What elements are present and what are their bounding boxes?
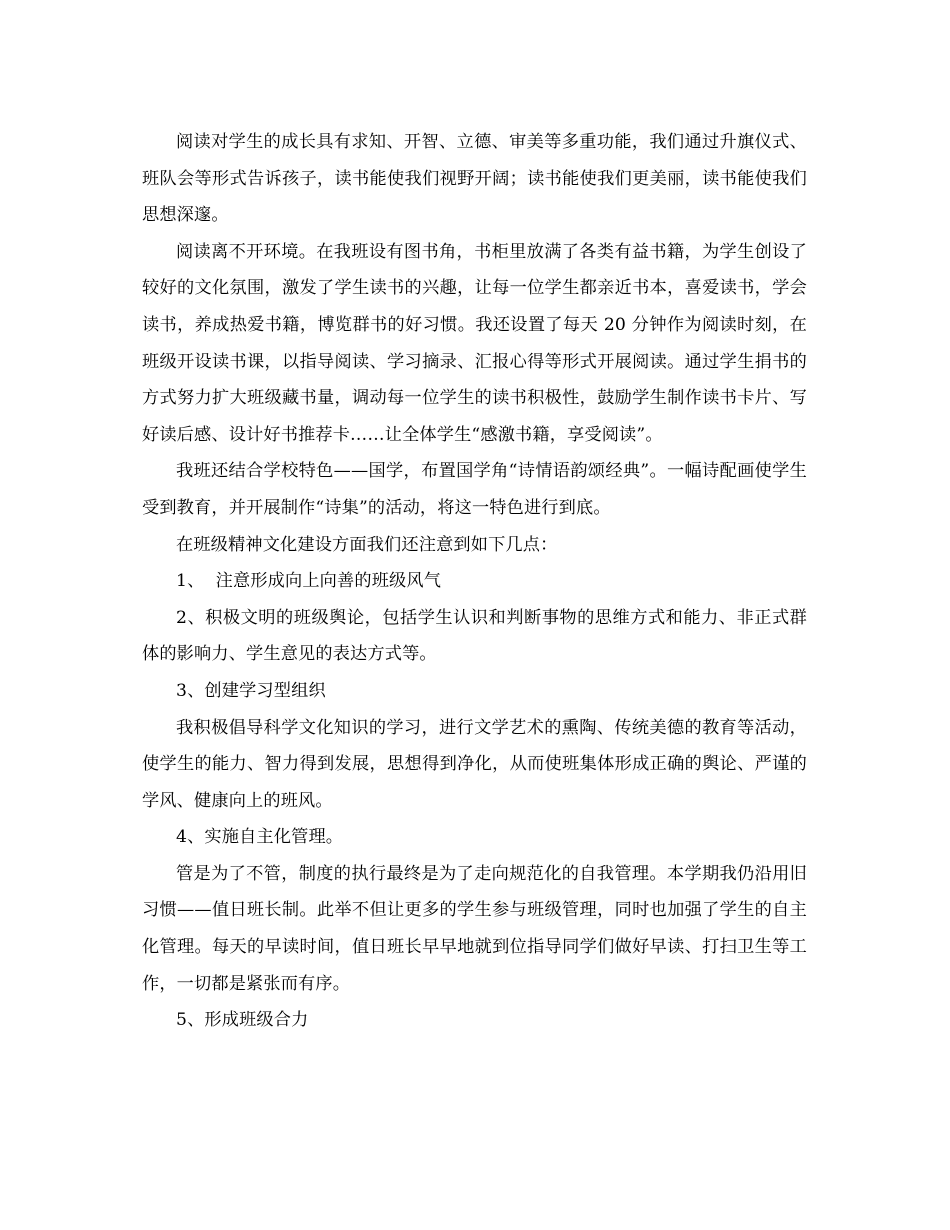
list-item-4-self-management: 4、实施自主化管理。 <box>176 827 344 848</box>
paragraph-reading-environment: 阅读离不开环境。在我班设有图书角，书柜里放满了各类有益书籍，为学生创设了较好的文化氛围，激发了学生读书的兴趣，让每一位学生都亲近书本，喜爱读书，学会读书，养成热爱书籍，博览群书的好习惯。我还设置了每天 20 分钟作为阅读时刻，在班级开设读书课，以指导阅读、学习摘录、汇报心得等形式开展阅读。通过学生捐书的方式努力扩大班级藏书量，调动每一位学生的读书积极性，鼓励学生制作读书卡片、写好读后感、设计好书推荐卡……让全体学生“感激书籍，享受阅读”。 <box>142 241 807 445</box>
paragraph-spirit-culture-intro: 在班级精神文化建设方面我们还注意到如下几点： <box>176 534 558 555</box>
document-body <box>142 124 807 1039</box>
list-item-1-class-atmosphere: 1、 注意形成向上向善的班级风气 <box>176 571 442 592</box>
list-item-2-public-opinion: 2、积极文明的班级舆论，包括学生认识和判断事物的思维方式和能力、非正式群体的影响力、学生意见的表达方式等。 <box>142 607 807 665</box>
paragraph-guoxue-corner: 我班还结合学校特色——国学，布置国学角“诗情语韵颂经典”。一幅诗配画使学生受到教育，并开展制作“诗集”的活动，将这一特色进行到底。 <box>142 461 807 518</box>
paragraph-reading-functions: 阅读对学生的成长具有求知、开智、立德、审美等多重功能，我们通过升旗仪式、班队会等形式告诉孩子，读书能使我们视野开阔；读书能使我们更美丽，读书能使我们思想深邃。 <box>142 132 807 226</box>
list-item-3-learning-organization: 3、创建学习型组织 <box>176 680 326 701</box>
paragraph-self-management: 管是为了不管，制度的执行最终是为了走向规范化的自我管理。本学期我仍沿用旧习惯——值日班长制。此举不但让更多的学生参与班级管理，同时也加强了学生的自主化管理。每天的早读时间，值日班长早早地就到位指导同学们做好早读、打扫卫生等工作，一切都是紧张而有序。 <box>142 863 807 994</box>
paragraph-learning-organization: 我积极倡导科学文化知识的学习，进行文学艺术的熏陶、传统美德的教育等活动，使学生的能力、智力得到发展，思想得到净化，从而使班集体形成正确的舆论、严谨的学风、健康向上的班风。 <box>142 717 807 811</box>
list-item-5-class-synergy: 5、形成班级合力 <box>176 1010 309 1031</box>
